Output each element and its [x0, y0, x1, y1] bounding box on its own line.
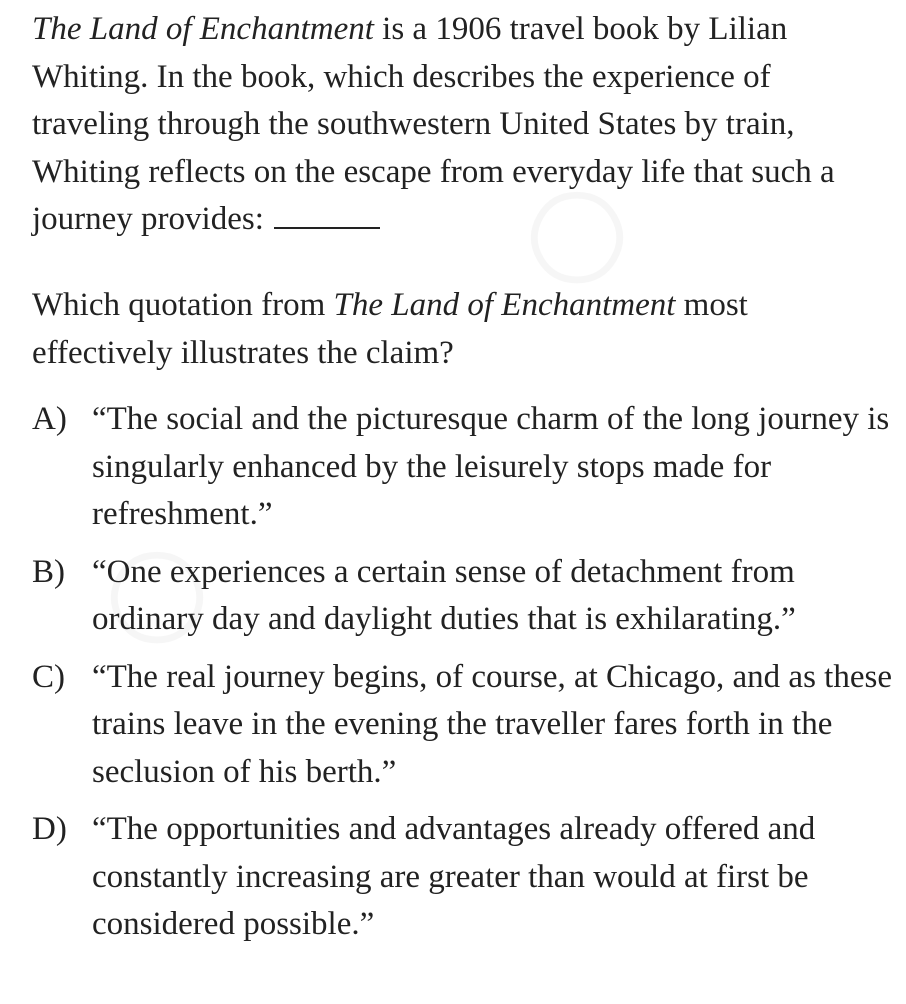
- choice-text: “The real journey begins, of course, at Chicago, and as these trains leave in the evening the traveller fares forth in the seclusion of his berth.”: [92, 658, 892, 790]
- answer-choices: [32, 396, 892, 959]
- question-book-title: The Land of Enchantment: [333, 287, 676, 323]
- choice-text: “The social and the picturesque charm of the long journey is singularly enhanced by the leisurely stops made for refreshment.”: [92, 401, 890, 532]
- passage-body: is a 1906 travel book by Lilian Whiting. In the book, which describes the experience of traveling through the southwestern United States by train, Whiting reflects on the escape from everyday life that such a journey provides:: [32, 11, 835, 237]
- question-prompt: [32, 282, 882, 377]
- book-title: The Land of Enchantment: [32, 11, 374, 47]
- question-suffix: most effectively illustrates the claim?: [32, 287, 748, 371]
- choice-letter: C): [32, 658, 65, 695]
- choice-c[interactable]: [32, 654, 892, 797]
- choice-text: “One experiences a certain sense of detachment from ordinary day and daylight duties that is exhilarating.”: [92, 553, 796, 637]
- choice-letter: A): [32, 401, 67, 437]
- question-prefix: Which quotation from: [32, 287, 334, 323]
- choice-a[interactable]: [32, 396, 892, 539]
- answer-blank: [274, 227, 380, 229]
- choice-letter: B): [32, 553, 65, 590]
- choice-letter: D): [32, 811, 67, 847]
- choice-d[interactable]: [32, 806, 892, 949]
- choice-text: “The opportunities and advantages already offered and constantly increasing are greater than would at first be considered possible.”: [92, 811, 816, 942]
- passage-text: [32, 6, 882, 244]
- choice-b[interactable]: [32, 549, 892, 644]
